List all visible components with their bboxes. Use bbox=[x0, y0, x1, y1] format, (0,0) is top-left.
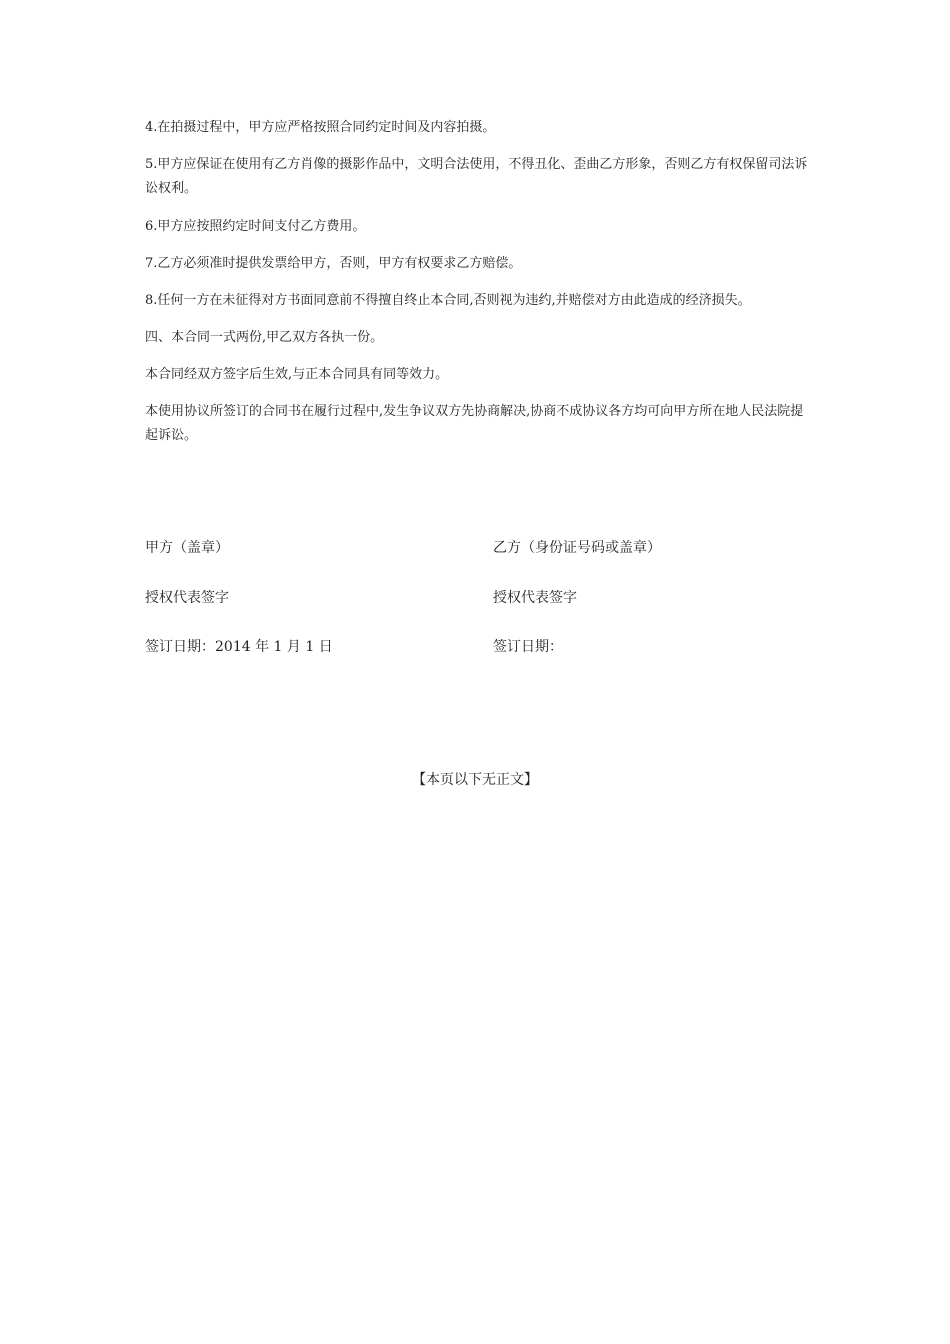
clause-8: 8.任何一方在未征得对方书面同意前不得擅自终止本合同,否则视为违约,并赔偿对方由此造成的经济损失。 bbox=[145, 293, 751, 308]
clause-effect: 本合同经双方签字后生效,与正本合同具有同等效力。 bbox=[145, 367, 449, 382]
clause-4: 4.在拍摄过程中，甲方应严格按照合同约定时间及内容拍摄。 bbox=[145, 120, 496, 135]
party-b-rep-signature: 授权代表签字 bbox=[493, 590, 577, 606]
end-of-text-note: 【本页以下无正文】 bbox=[412, 772, 538, 788]
clause-copies: 四、本合同一式两份,甲乙双方各执一份。 bbox=[145, 330, 384, 345]
party-a-sign-date: 签订日期：2014 年 1 月 1 日 bbox=[145, 639, 333, 655]
party-b-label: 乙方（身份证号码或盖章） bbox=[493, 540, 661, 556]
clause-7: 7.乙方必须准时提供发票给甲方，否则，甲方有权要求乙方赔偿。 bbox=[145, 256, 522, 271]
clause-dispute: 本使用协议所签订的合同书在履行过程中,发生争议双方先协商解决,协商不成协议各方均可向甲方所在地人民法院提起诉讼。 bbox=[145, 404, 804, 443]
party-a-label: 甲方（盖章） bbox=[145, 540, 229, 556]
party-b-sign-date: 签订日期： bbox=[493, 639, 563, 655]
clause-5: 5.甲方应保证在使用有乙方肖像的摄影作品中，文明合法使用，不得丑化、歪曲乙方形象，否则乙方有权保留司法诉讼权利。 bbox=[145, 157, 808, 196]
party-a-rep-signature: 授权代表签字 bbox=[145, 590, 229, 606]
clause-6: 6.甲方应按照约定时间支付乙方费用。 bbox=[145, 219, 366, 234]
